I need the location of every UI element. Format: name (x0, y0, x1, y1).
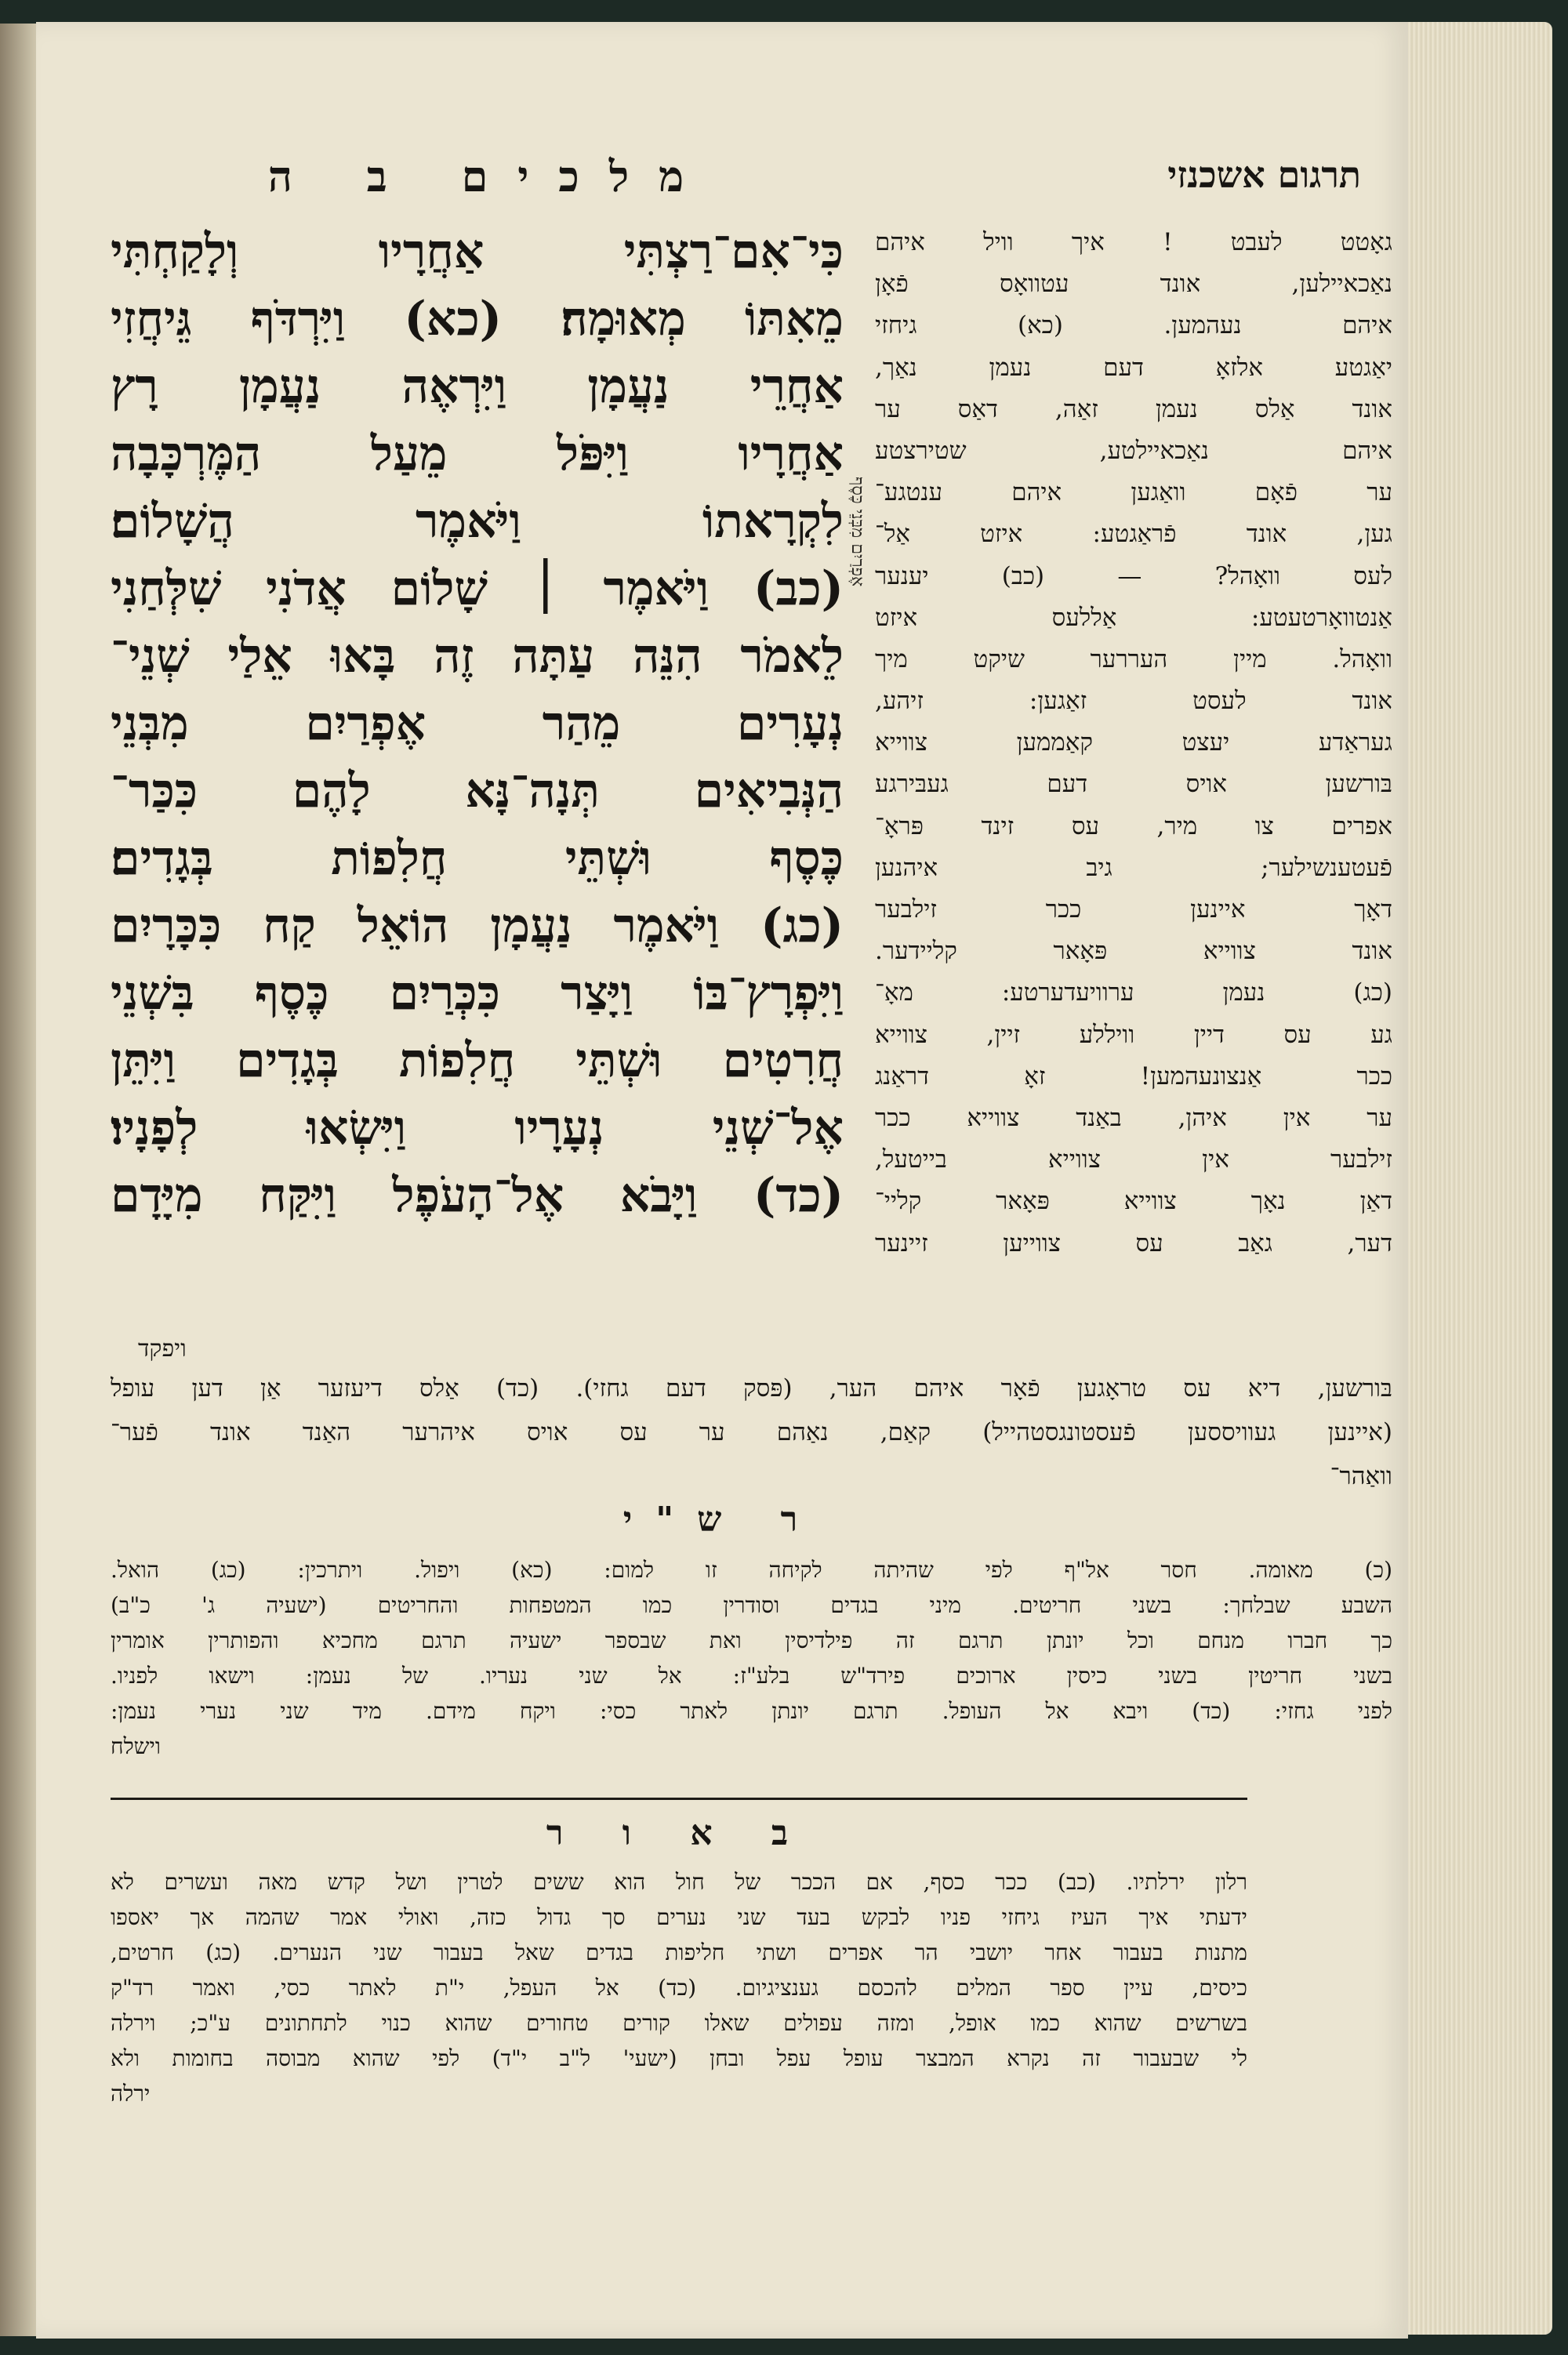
hebrew-line: חֲרִטִים וּשְׁתֵּי חֲלִפוֹת בְּגָדִים וַיִּתֵּן (111, 1033, 844, 1088)
biur-line: כיסים, עיין ספר המלים להכסם גענציגיום. (כד) אל העפל, י"ת לאתר כסי, ואמר רד"ק (111, 1975, 1247, 2001)
translation-line: גע עס דיין וויללע זיין, צווייא (875, 1020, 1392, 1049)
hebrew-line: אַחֲרָיו וַיִּפֹּל מֵעַל הַמֶּרְכָּבָה (111, 426, 844, 481)
translation-line: דאַן נאָך צווייא פּאָאר קליי־ (875, 1187, 1392, 1216)
translation-line: אַנטוואָרטעטע: אַללעס איזט (875, 603, 1392, 632)
biur-heading: ב א ו ר (546, 1813, 812, 1853)
translation-line: אונד אַלס נעמן זאַה, דאַס ער (875, 394, 1392, 423)
biur-line: בשרשים שהוא כמו אופל, ומזה עפולים שאלו קורים טחורים שהוא כנוי לתחתונים ע"כ; וירלה (111, 2010, 1247, 2036)
rashi-line: לפני גחזי: (כד) ויבא אל העופל. תרגם יונתן לאתר כסי: ויקח מידם. מיד שני נערי נעמן: (111, 1698, 1392, 1724)
book-page-edges (1396, 22, 1552, 2335)
biur-line: לי שבעבור זה נקרא המבצר עופל עפל ובחן (ישעי' ל"ב י"ד) לפי שהוא מבוסה בחומות ולא (111, 2045, 1247, 2071)
translation-line: נאַכאיילען, אונד עטוואָס פֿאָן (875, 270, 1392, 299)
hebrew-line: לֵאמֹר הִנֵּה עַתָּה זֶה בָּאוּ אֵלַי שְׁנֵי־ (111, 629, 844, 684)
hebrew-line: אֶל־שְׁנֵי נְעָרָיו וַיִּשְׂאוּ לְפָנָיו׃ (111, 1101, 844, 1156)
page-title: מלכים ב ה (267, 151, 714, 201)
translation-continuation (111, 1366, 1392, 1498)
margin-note: אֶפְרַיִם מִבְּנֵי כֶּסֶף (848, 476, 867, 586)
hebrew-line: הַנְּבִיאִים תְּנָה־נָּא לָהֶם כִּכַּר־ (111, 764, 844, 818)
section-divider (111, 1798, 1247, 1800)
hebrew-line: כִּי־אִם־רַצְתִּי אַחֲרָיו וְלָקַחְתִּי (111, 224, 844, 279)
translation-line: ער אין איהן, באַנד צווייא ככר (875, 1103, 1392, 1132)
translation-line: פֿעטענשילער; גיב איהנען (875, 853, 1392, 882)
translation-line: זילבער אין צווייא בייטעל, (875, 1145, 1392, 1174)
hebrew-text-column (111, 218, 844, 1363)
hebrew-line: לִקְרָאתוֹ וַיֹּאמֶר הֲשָׁלוֹם׃ (111, 494, 844, 549)
translation-line: אפרים צו מיר, עס זינד פּראָ־ (875, 811, 1392, 840)
translation-line: אונד לעסט זאַגען: זיהע, (875, 687, 1392, 716)
rashi-line: כך חברו מנחם וכל יונתן תרגם זה פילדיסין ואת שבספר ישעיה תרגם מחכיא והפותרין אומרין (111, 1627, 1392, 1653)
translation-line: לעס וואָהל? — (כב) יענער (875, 561, 1392, 590)
biur-catchword: ירלה (111, 2081, 151, 2106)
biur-line: מתנות בעבור אחר יושבי הר אפרים ושתי חליפות בגדים שאל בעבור שני הנערים. (כג) חרטים, (111, 1940, 1247, 1965)
rashi-catchword: וישלח (111, 1733, 161, 1759)
translation-line: געראַדע יעצט קאַממען צווייא (875, 728, 1392, 757)
translation-title: תרגום אשכנזי (1167, 154, 1361, 196)
rashi-line: (כ) מאומה. חסר אל"ף לפי שהיתה לקיחה זו למום: (כא) ויפול. ויתרכין: (כג) הואל. (111, 1557, 1392, 1583)
hebrew-line: נְעָרִים מֵהַר אֶפְרַיִם מִבְּנֵי (111, 696, 844, 751)
biur-commentary (111, 1864, 1247, 2111)
translation-line: ככר אַנצונעהמען! זאָ דראַנג (875, 1061, 1392, 1090)
hebrew-line: (כג) וַיֹּאמֶר נַעֲמָן הוֹאֵל קַח כִּכָּרָיִם (111, 898, 844, 953)
hebrew-catchword: ויפקד (138, 1335, 187, 1363)
hebrew-line: (כב) וַיֹּאמֶר ׀ שָׁלוֹם אֲדֹנִי שִׁלְּחַנִי (111, 561, 844, 616)
rashi-line: השבע שבלחך: בשני חריטים. מיני בגדים וסודרין כמו המטפחות והחריטים (ישעיה ג' כ"ב) (111, 1592, 1392, 1618)
hebrew-line: מֵאִתּוֹ מְאוּמָה׃ (כא) וַיִּרְדֹּף גֵּיחֲזִי (111, 292, 844, 347)
translation-line: דאָך איינען ככר זילבער (875, 895, 1392, 923)
translation-line: איהם נעהמען. (כא) גיחזי (875, 311, 1392, 340)
translation-line: גען, אונד פֿראַגטע: איזט אַל־ (875, 520, 1392, 549)
translation-line: וואָהל. מיין העררער שיקט מיך (875, 644, 1392, 673)
translation-line: איהם נאַכאיילטע, שטירצטע (875, 436, 1392, 465)
biur-line: ידעתי איך העיז גיחזי פניו לבקש בעד שני נערים סך גדול כזה, ואולי אמר שהמה אך יאספו (111, 1904, 1247, 1930)
translation-column (875, 222, 1392, 1265)
translation-line: (איינען געוויססען פֿעסטונגסטהייל) קאַם, נאַהם ער עס אויס איהרער האַנד אונד פֿער־ (111, 1418, 1392, 1446)
hebrew-line: אַחֲרֵי נַעֲמָן וַיִּרְאֶה נַעֲמָן רָץ (111, 359, 844, 414)
translation-line: בּורשען, דיא עס טראָגען פֿאָר איהם הער, (פּסק דעם גחזי). (כד) אַלס דיעזער אַן דען עופל (111, 1374, 1392, 1402)
translation-line: בּורשען אויס דעם געבּירגע (875, 770, 1392, 799)
rashi-line: בשני חריטין בשני כיסין ארוכים פירד"ש בלע"ז: אל שני נעריו. של נעמן: וישאו לפניו. (111, 1663, 1392, 1689)
biur-line: רלון ירלתיו. (כב) ככר כסף, אם הככר של חול הוא ששים לטרין ושל קדש מאה ועשרים לא (111, 1869, 1247, 1895)
book-page (36, 22, 1408, 2339)
translation-line: וואַהר־ (1330, 1462, 1392, 1490)
rashi-commentary (111, 1552, 1392, 1764)
translation-line: ער פֿאָם וואַגען איהם ענטגע־ (875, 478, 1392, 507)
translation-line: אונד צווייא פּאָאר קליידער. (875, 937, 1392, 966)
translation-line: דער, גאַב עס צווייען זיינער (875, 1228, 1392, 1257)
translation-line: יאַגטע אלזאָ דעם נעמן נאַך, (875, 353, 1392, 382)
hebrew-line: (כד) וַיָּבֹא אֶל־הָעֹפֶל וַיִּקַּח מִיָּדָם (111, 1168, 844, 1223)
translation-line: (כג) נעמן ערוויעדערטע: מאָ־ (875, 978, 1392, 1007)
hebrew-line: וַיִּפְרָץ־בּוֹ וַיָּצַר כִּכְּרַיִם כֶּסֶף בִּשְׁנֵי (111, 966, 844, 1021)
rashi-heading: ר ש"י (622, 1500, 822, 1540)
adjacent-page-edge (0, 24, 36, 2336)
hebrew-line: כֶּסֶף וּשְׁתֵּי חֲלִפוֹת בְּגָדִים׃ (111, 831, 844, 886)
translation-line: גאָטט לעבט ! איך וויל איהם (875, 228, 1392, 256)
